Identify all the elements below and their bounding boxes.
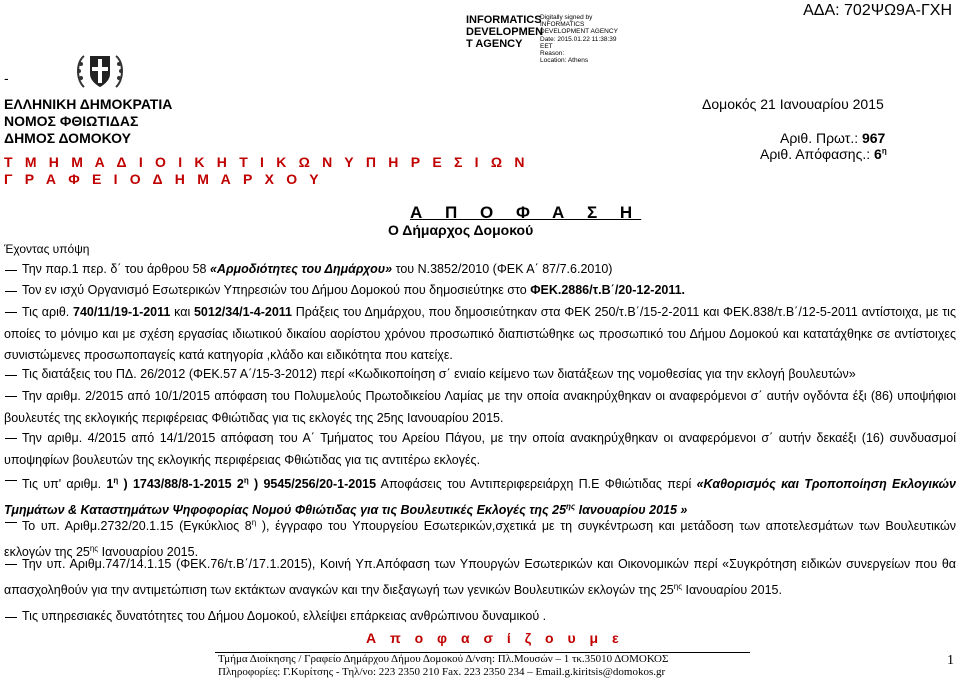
signature-line: Date: 2015.01.22 11:38:39	[540, 35, 617, 43]
clause-3-rest: Πράξεις του Δημάρχου, που δημοσιεύτηκαν στα ΦΕΚ 250/τ.Β΄/15-2-2011 και ΦΕΚ.838/τ.Β΄/12-5-2011 αντίστοιχα, με τις οποίες το μόνιμο και με σχέση εργασίας ιδιωτικού δικαίου αορίστου χρόνου προσωπικό διαπιστώθηκε ως προσωπικό του Δήμου Δομοκού και κατατάχθηκε σε αντίστοιχες συνιστώμενες προσωποπαγείς κατά κατηγορία ,κλάδο και ειδικότητα που κατείχε.	[4, 305, 956, 362]
clause-9-sup: ης	[673, 581, 683, 591]
signature-line: INFORMATICS	[540, 21, 585, 29]
clause-1	[22, 262, 612, 276]
clause-5: Την αριθμ. 2/2015 από 10/1/2015 απόφαση του Πολυμελούς Πρωτοδικείου Λαμίας με την οποία ανακηρύχθηκαν οι αναφερόμενοι σ΄ αυτήν ογδόντα έξι (86) υποψήφιοι βουλευτές της εκλογικής περιφέρειας Φθιώτιδας για τις εκλογές της 25ης Ιανουαρίου 2015.	[4, 389, 956, 425]
clause-9-text: Την υπ. Αριθμ.747/14.1.15 (ΦΕΚ.76/τ.Β΄/17.1.2015), Κοινή Υπ.Απόφαση των Υπουργών Εσωτερικών και Οικονομικών περί «Συγκρότηση ειδικών συνεργείων που θα απασχοληθούν για την αντιμετώπιση των εκτάκτων αναγκών και την διεξαγωγή των γενικών Βουλευτικών εκλογών της 25	[4, 557, 956, 597]
clause-8-rest: ), έγγραφο του Υπουργείου Εσωτερικών,σχετικά με τη συγκέντρωση και μετάδοση των αποτελεσμάτων των Βουλευτικών εκλογών της 25	[4, 519, 956, 559]
clause-1-law: του Ν.3852/2010 (ΦΕΚ Α΄ 87/7.6.2010)	[392, 262, 613, 276]
clause-3-act-2: 5012/34/1-4-2011	[193, 305, 292, 319]
ada-code: ΑΔΑ: 702ΨΩ9Α-ΓΧΗ	[803, 2, 952, 19]
clause-7-sup-1: η	[113, 476, 119, 485]
page-number: 1	[947, 653, 954, 668]
clause-7-title: «Καθορισμός και Τροποποίηση Εκλογικών Τμημάτων & Καταστημάτων Ψηφοφορίας Νομού Φθιώτιδας για τις Βουλευτικές Εκλογές της 25	[4, 477, 956, 517]
clause-3	[4, 302, 956, 367]
clause-8-date: Ιανουαρίου 2015.	[98, 544, 199, 559]
considering-label: Έχοντας υπόψη	[4, 242, 90, 256]
footer-address: Τμήμα Διοίκησης / Γραφείο Δημάρχου Δήμου Δομοκού Δ/νση: Πλ.Μουσών – 1 τκ.35010 ΔΟΜΟΚΟΣ	[218, 653, 669, 665]
clause-9	[4, 554, 956, 601]
clause-2-text: Τον εν ισχύ Οργανισμό Εσωτερικών Υπηρεσιών του Δήμου Δομοκού που δημοσιεύτηκε στο	[22, 283, 531, 297]
clause-7-sup-2: η	[243, 476, 249, 485]
clause-9-date: Ιανουαρίου 2015.	[682, 582, 782, 597]
protocol-label: Αριθ. Πρωτ.:	[780, 130, 859, 146]
header-republic: ΕΛΛΗΝΙΚΗ ΔΗΜΟΚΡΑΤΙΑ	[4, 96, 173, 112]
signature-line: Reason:	[540, 50, 565, 58]
mayor-title: Ο Δήμαρχος Δομοκού	[388, 222, 534, 238]
clause-3-act-1: 740/11/19-1-2011	[73, 305, 171, 319]
clause-7-desc: Αποφάσεις του Αντιπεριφερειάρχη Π.Ε Φθιώτιδας περί	[376, 477, 697, 492]
protocol-number	[780, 130, 885, 146]
header-prefecture: ΝΟΜΟΣ ΦΘΙΩΤΙΔΑΣ	[4, 113, 139, 129]
clause-2-gazette: ΦΕΚ.2886/τ.Β΄/20-12-2011.	[530, 283, 686, 297]
bullet-dash	[5, 375, 17, 376]
decision-number-label: Αριθ. Απόφασης.:	[760, 146, 871, 162]
greek-emblem-icon	[74, 52, 126, 90]
signature-line: DEVELOPMENT AGENCY	[540, 28, 618, 36]
header-dash: -	[4, 70, 9, 86]
clause-7-decision-2: ) 9545/256/20-1-2015	[248, 477, 377, 492]
signature-details	[540, 14, 618, 64]
clause-3-and: και	[170, 305, 194, 319]
clause-7-sup-3: ης	[566, 501, 576, 511]
clause-1-text: Την παρ.1 περ. δ΄ του άρθρου 58	[22, 262, 210, 276]
clause-8-sup-2: ης	[89, 543, 99, 553]
header-office: Γ Ρ Α Φ Ε Ι Ο Δ Η Μ Α Ρ Χ Ο Υ	[4, 171, 323, 187]
signature-line: EET	[540, 42, 553, 50]
clause-1-emphasis: «Αρμοδιότητες του Δημάρχου»	[209, 262, 393, 276]
we-decide-heading: Α π ο φ α σ ί ζ ο υ μ ε	[366, 630, 624, 646]
clause-7-text: Τις υπ' αριθμ.	[22, 477, 107, 492]
bullet-dash	[5, 291, 17, 292]
clause-10: Τις υπηρεσιακές δυνατότητες του Δήμου Δομοκού, ελλείψει επάρκειας ανθρώπινου δυναμικού .	[22, 609, 547, 623]
footer-contact: Πληροφορίες: Γ.Κυρίτσης - Τηλ/νο: 223 2350 210 Fax. 223 2350 234 – Email.g.kiritsis@domokos.gr	[218, 666, 666, 678]
header-municipality: ΔΗΜΟΣ ΔΟΜΟΚΟΥ	[4, 130, 131, 146]
decision-number-value: 6	[874, 146, 882, 162]
signature-line: Location: Athens	[540, 57, 589, 65]
clause-8-sup-1: η	[251, 518, 257, 527]
bullet-dash	[5, 617, 17, 618]
place-date: Δομοκός 21 Ιανουαρίου 2015	[702, 96, 884, 112]
decision-number	[760, 146, 887, 162]
clause-6: Την αριθμ. 4/2015 από 14/1/2015 απόφαση του Α΄ Τμήματος του Αρείου Πάγου, με την οποία ανακηρύχθηκαν οι αναφερόμενοι σ΄ αυτήν δεκαέξι (16) συνδυασμοί υποψηφίων βουλευτών της εκλογικής περιφέρειας Φθιώτιδας για τις αντιτέρω εκλογές.	[4, 431, 956, 467]
clause-7-num-1: 1	[106, 477, 114, 492]
signature-line: Digitally signed by	[540, 14, 593, 21]
clause-4: Τις διατάξεις του ΠΔ. 26/2012 (ΦΕΚ.57 Α΄/15-3-2012) περί «Κωδικοποίηση σ΄ ενιαίο κείμενο των διατάξεων της νομοθεσίας για την εκλογή βουλευτών»	[22, 367, 856, 381]
header-department: Τ Μ Η Μ Α Δ Ι Ο Ι Κ Η Τ Ι Κ Ω Ν Υ Π Η Ρ Ε Σ Ι Ω Ν	[4, 154, 529, 170]
clause-8-text: Το υπ. Αριθμ.2732/20.1.15 (Εγκύκλιος 8	[22, 519, 252, 534]
clause-3-text: Τις αριθ.	[22, 305, 74, 319]
decision-number-sup: η	[881, 146, 887, 156]
decision-title: Α Π Ο Φ Α Σ Η	[410, 203, 642, 222]
bullet-dash	[5, 270, 17, 271]
protocol-value: 967	[861, 130, 886, 146]
signature-org: INFORMATICS DEVELOPMEN T AGENCY	[466, 14, 544, 50]
clause-7-date: Ιανουαρίου 2015 »	[575, 502, 688, 517]
clause-7-decision-1: ) 1743/88/8-1-2015 2	[118, 477, 244, 492]
clause-2	[22, 283, 685, 297]
